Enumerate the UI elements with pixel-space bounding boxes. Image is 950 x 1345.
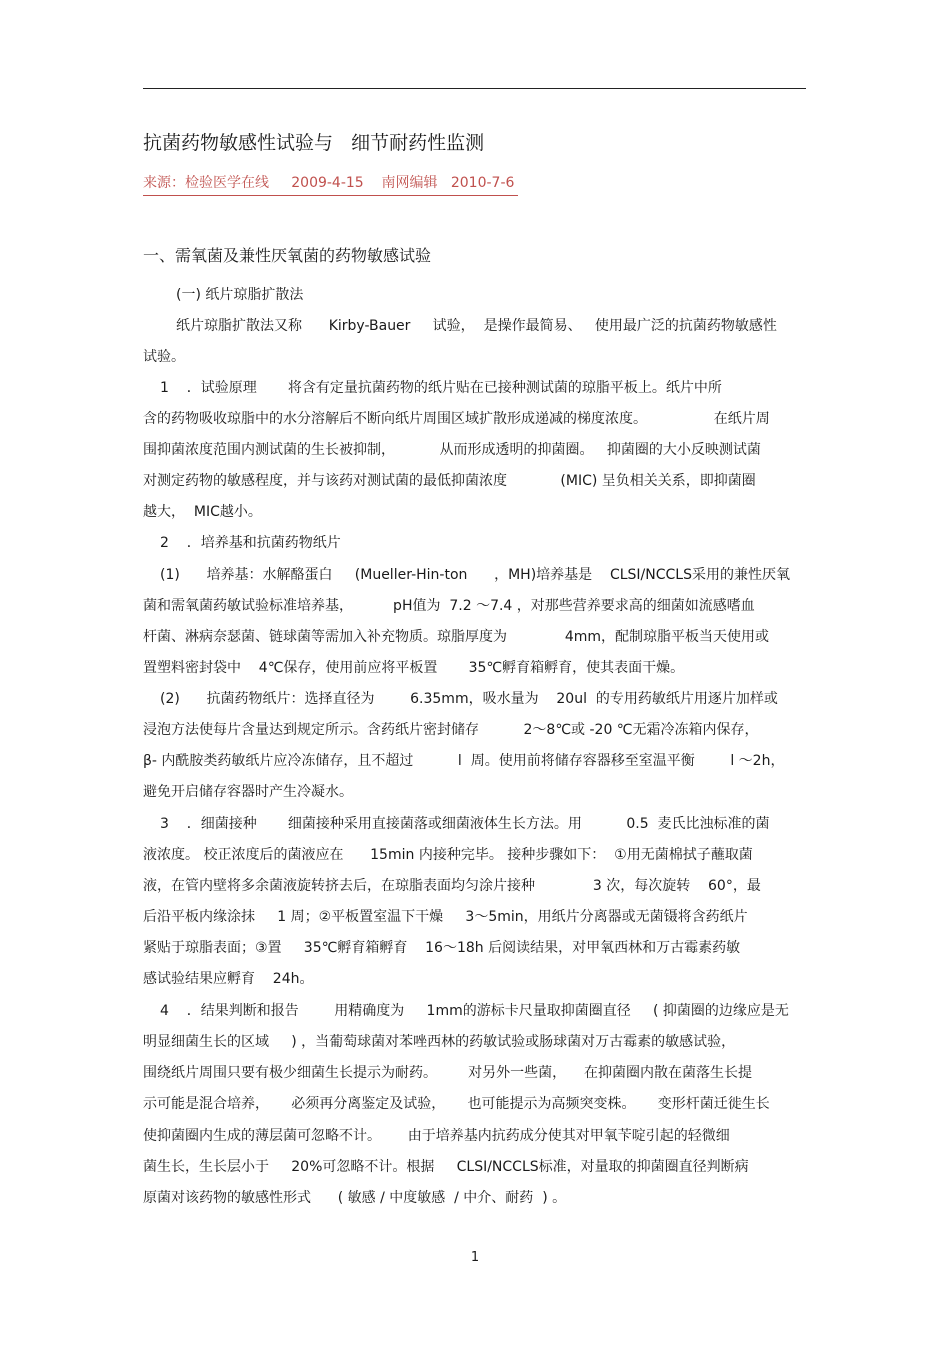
body-line: 菌生长，生长层小于 20%可忽略不计。根据 CLSI/NCCLS标准，对量取的抑菌圈直径判断病 bbox=[143, 1159, 749, 1175]
body-line: 避免开启储存容器时产生冷凝水。 bbox=[143, 784, 353, 800]
body-line: 3 ．细菌接种 细菌接种采用直接菌落或细菌液体生长方法。用 0.5 麦氏比浊标准的菌 bbox=[160, 816, 770, 832]
body-line: 越大， MIC越小。 bbox=[143, 504, 262, 520]
body-line: (2) 抗菌药物纸片：选择直径为 6.35mm，吸水量为 20ul 的专用药敏纸片用逐片加样或 bbox=[160, 691, 778, 707]
body-line: 紧贴于琼脂表面；③置 35℃孵育箱孵育 16～18h 后阅读结果，对甲氧西林和万古霉素药敏 bbox=[143, 940, 741, 956]
body-line: 含的药物吸收琼脂中的水分溶解后不断向纸片周围区域扩散形成递减的梯度浓度。 在纸片周 bbox=[143, 411, 770, 427]
body-line: 围绕纸片周围只要有极少细菌生长提示为耐药。 对另外一些菌， 在抑菌圈内散在菌落生长提 bbox=[143, 1065, 752, 1081]
body-line: 围抑菌浓度范围内测试菌的生长被抑制， 从而形成透明的抑菌圈。 抑菌圈的大小反映测试菌 bbox=[143, 442, 761, 458]
section-heading: 一、需氧菌及兼性厌氧菌的药物敏感试验 bbox=[143, 246, 432, 265]
body-line: 后沿平板内缘涂抹 1 周；②平板置室温下干燥 3～5min，用纸片分离器或无菌镊将含药纸片 bbox=[143, 909, 748, 925]
body-line: 液，在管内壁将多余菌液旋转挤去后，在琼脂表面均匀涂片接种 3 次，每次旋转 60°，最 bbox=[143, 878, 761, 894]
body-line: 试验。 bbox=[143, 349, 185, 365]
body-line: 液浓度。 校正浓度后的菌液应在 15min 内接种完毕。 接种步骤如下： ①用无菌棉拭子蘸取菌 bbox=[143, 847, 753, 863]
body-line: 使抑菌圈内生成的薄层菌可忽略不计。 由于培养基内抗药成分使其对甲氧苄啶引起的轻微细 bbox=[143, 1128, 730, 1144]
body-line: 1 ．试验原理 将含有定量抗菌药物的纸片贴在已接种测试菌的琼脂平板上。纸片中所 bbox=[160, 380, 722, 396]
body-line: 菌和需氧菌药敏试验标准培养基， pH值为 7.2 ～7.4 ，对那些营养要求高的细菌如流感嗜血 bbox=[143, 598, 755, 614]
body-line: 2 ．培养基和抗菌药物纸片 bbox=[160, 535, 341, 551]
body-line: 明显细菌生长的区域 ) ，当葡萄球菌对苯唑西林的药敏试验或肠球菌对万古霉素的敏感试验， bbox=[143, 1034, 736, 1050]
body-line: 示可能是混合培养， 必须再分离鉴定及试验， 也可能提示为高频突变株。 变形杆菌迁徙生长 bbox=[143, 1096, 770, 1112]
body-line: (1) 培养基：水解酪蛋白 (Mueller-Hin-ton ，MH)培养基是 CLSI/NCCLS采用的兼性厌氧 bbox=[160, 567, 790, 583]
body-line: 原菌对该药物的敏感性形式 ( 敏感 / 中度敏感 / 中介、耐药 ) 。 bbox=[143, 1190, 567, 1206]
page-number: 1 bbox=[470, 1250, 480, 1265]
source-line: 来源：检验医学在线 2009-4-15 南网编辑 2010-7-6 bbox=[143, 172, 518, 196]
body-line: 4 ．结果判断和报告 用精确度为 1mm的游标卡尺量取抑菌圈直径 ( 抑菌圈的边缘应是无 bbox=[160, 1003, 789, 1019]
body-line: 感试验结果应孵育 24h。 bbox=[143, 971, 314, 987]
body-line: 对测定药物的敏感程度，并与该药对测试菌的最低抑菌浓度 (MIC) 呈负相关关系，即抑菌圈 bbox=[143, 473, 756, 489]
body-line: 浸泡方法使每片含量达到规定所示。含药纸片密封储存 2～8℃或 -20 ℃无霜冷冻箱内保存， bbox=[143, 722, 759, 738]
header-rule bbox=[143, 88, 806, 89]
document-title: 抗菌药物敏感性试验与 细节耐药性监测 bbox=[143, 132, 485, 154]
body-line: 杆菌、淋病奈瑟菌、链球菌等需加入补充物质。琼脂厚度为 4mm，配制琼脂平板当天使用或 bbox=[143, 629, 770, 645]
body-line: 置塑料密封袋中 4℃保存，使用前应将平板置 35℃孵育箱孵育，使其表面干燥。 bbox=[143, 660, 685, 676]
subheading-line: (一) 纸片琼脂扩散法 bbox=[176, 287, 304, 303]
body-line: β- 内酰胺类药敏纸片应冷冻储存，且不超过 l 周。使用前将储存容器移至室温平衡 l ～2h， bbox=[143, 753, 785, 769]
body-line: 纸片琼脂扩散法又称 Kirby-Bauer 试验， 是操作最简易、 使用最广泛的抗菌药物敏感性 bbox=[176, 318, 777, 334]
